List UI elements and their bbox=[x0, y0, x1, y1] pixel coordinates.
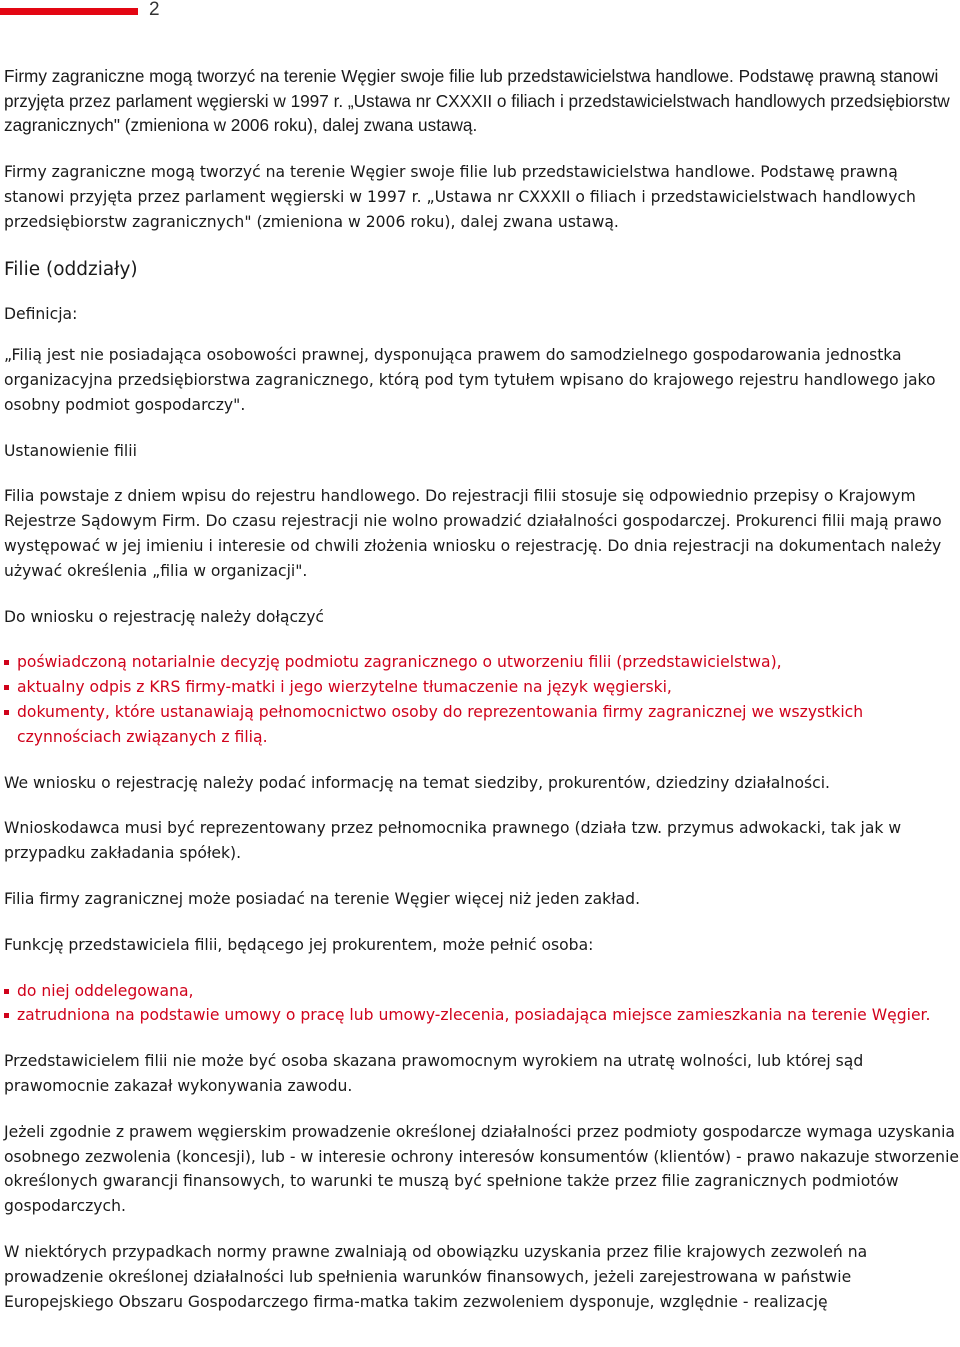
representation-text: Wnioskodawca musi być reprezentowany przez pełnomocnika prawnego (działa tzw. przymus adwokacki, tak jak w przypadku zakładania spółek). bbox=[4, 819, 902, 863]
bullet-icon bbox=[4, 710, 9, 715]
bullet-icon bbox=[4, 989, 9, 994]
bullet-icon bbox=[4, 685, 9, 690]
bullet-icon bbox=[4, 1013, 9, 1018]
list-item bbox=[4, 1003, 959, 1028]
definition-text: „Filią jest nie posiadająca osobowości prawnej, dysponująca prawem do samodzielnego gospodarowania jednostka organizacyjna przedsiębiorstwa zagranicznego, którą pod tym tytułem wpisano do krajowego rejestru handlowego jako osobny podmiot gospodarczy". bbox=[4, 346, 936, 414]
permit-text: Jeżeli zgodnie z prawem węgierskim prowadzenie określonej działalności przez podmioty gospodarcze wymaga uzyskania osobnego zezwolenia (koncesji), lub - w interesie ochrony interesów konsumentów (klientów) - prawo nakazuje stworzenie określonych gwarancji finansowych, to warunki te muszą być spełnione także przez filie zagranicznych podmiotów gospodarczych. bbox=[4, 1122, 959, 1216]
list-item-text: zatrudniona na podstawie umowy o pracę lub umowy-zlecenia, posiadająca miejsce zamieszkania na terenie Węgier. bbox=[17, 1006, 931, 1025]
list-item bbox=[4, 675, 959, 700]
definition-label: Definicja: bbox=[4, 305, 78, 324]
intro-paragraph: Firmy zagraniczne mogą tworzyć na terenie Węgier swoje filie lub przedstawicielstwa handlowe. Podstawę prawną stanowi przyjęta przez parlament węgierski w 1997 r. „Ustawa nr CXXXII o filiach i przedstawicielstwach handlowych przedsiębiorstw zagranicznych" (zmieniona w 2006 roku), dalej zwana ustawą. bbox=[4, 66, 950, 136]
list-item-text: poświadczoną notarialnie decyzję podmiotu zagranicznego o utworzeniu filii (przedstawicielstwa), bbox=[17, 653, 782, 672]
representative-intro: Funkcję przedstawiciela filii, będącego jej prokurentem, może pełnić osoba: bbox=[4, 935, 594, 954]
list-item bbox=[4, 979, 959, 1004]
attachments-list bbox=[4, 650, 959, 749]
exclusion-text: Przedstawicielem filii nie może być osoba skazana prawomocnym wyrokiem na utratę wolności, lub której sąd prawomocnie zakazał wykonywania zawodu. bbox=[4, 1052, 864, 1095]
bullet-icon bbox=[4, 660, 9, 665]
list-item-text: do niej oddelegowana, bbox=[17, 981, 194, 1000]
multiple-plants-text: Filia firmy zagranicznej może posiadać na terenie Węgier więcej niż jeden zakład. bbox=[4, 889, 641, 908]
list-item-text: aktualny odpis z KRS firmy-matki i jego wierzytelne tłumaczenie na język węgierski, bbox=[17, 678, 672, 697]
application-info: We wniosku o rejestrację należy podać informację na temat siedziby, prokurentów, dziedziny działalności. bbox=[4, 773, 831, 792]
exemption-text: W niektórych przypadkach normy prawne zwalniają od obowiązku uzyskania przez filie krajowych zezwoleń na prowadzenie określonej działalności lub spełnienia warunków finansowych, jeżeli zarejestrowana w państwie Europejskiego Obszaru Gospodarczego firma-matka takim zezwoleniem dysponuje, względnie - realizację bbox=[4, 1242, 868, 1311]
representative-options-list bbox=[4, 979, 959, 1029]
page-number: 2 bbox=[149, 0, 160, 20]
list-item bbox=[4, 700, 959, 750]
attachments-label: Do wniosku o rejestrację należy dołączyć bbox=[4, 607, 324, 626]
establishment-label: Ustanowienie filii bbox=[4, 441, 137, 460]
list-item-text: dokumenty, które ustanawiają pełnomocnictwo osoby do reprezentowania firmy zagranicznej we wszystkich czynnościach związanych z filią. bbox=[17, 702, 864, 746]
section-heading: Filie (oddziały) bbox=[4, 259, 138, 281]
header-accent-bar bbox=[0, 8, 138, 15]
establishment-text: Filia powstaje z dniem wpisu do rejestru handlowego. Do rejestracji filii stosuje się odpowiednio przepisy o Krajowym Rejestrze Sądowym Firm. Do czasu rejestracji nie wolno prowadzić działalności gospodarczej. Prokurenci filii mają prawo występować w jej imieniu i interesie od chwili złożenia wniosku o rejestrację. Do dnia rejestracji na dokumentach należy używać określenia „filia w organizacji". bbox=[4, 487, 942, 580]
list-item bbox=[4, 650, 959, 675]
document-body bbox=[4, 160, 959, 1335]
intro-paragraph-repeat: Firmy zagraniczne mogą tworzyć na terenie Węgier swoje filie lub przedstawicielstwa handlowe. Podstawę prawną stanowi przyjęta przez parlament węgierski w 1997 r. „Ustawa nr CXXXII o filiach i przedstawicielstwach handlowych przedsiębiorstw zagranicznych" (zmieniona w 2006 roku), dalej zwana ustawą. bbox=[4, 163, 916, 231]
